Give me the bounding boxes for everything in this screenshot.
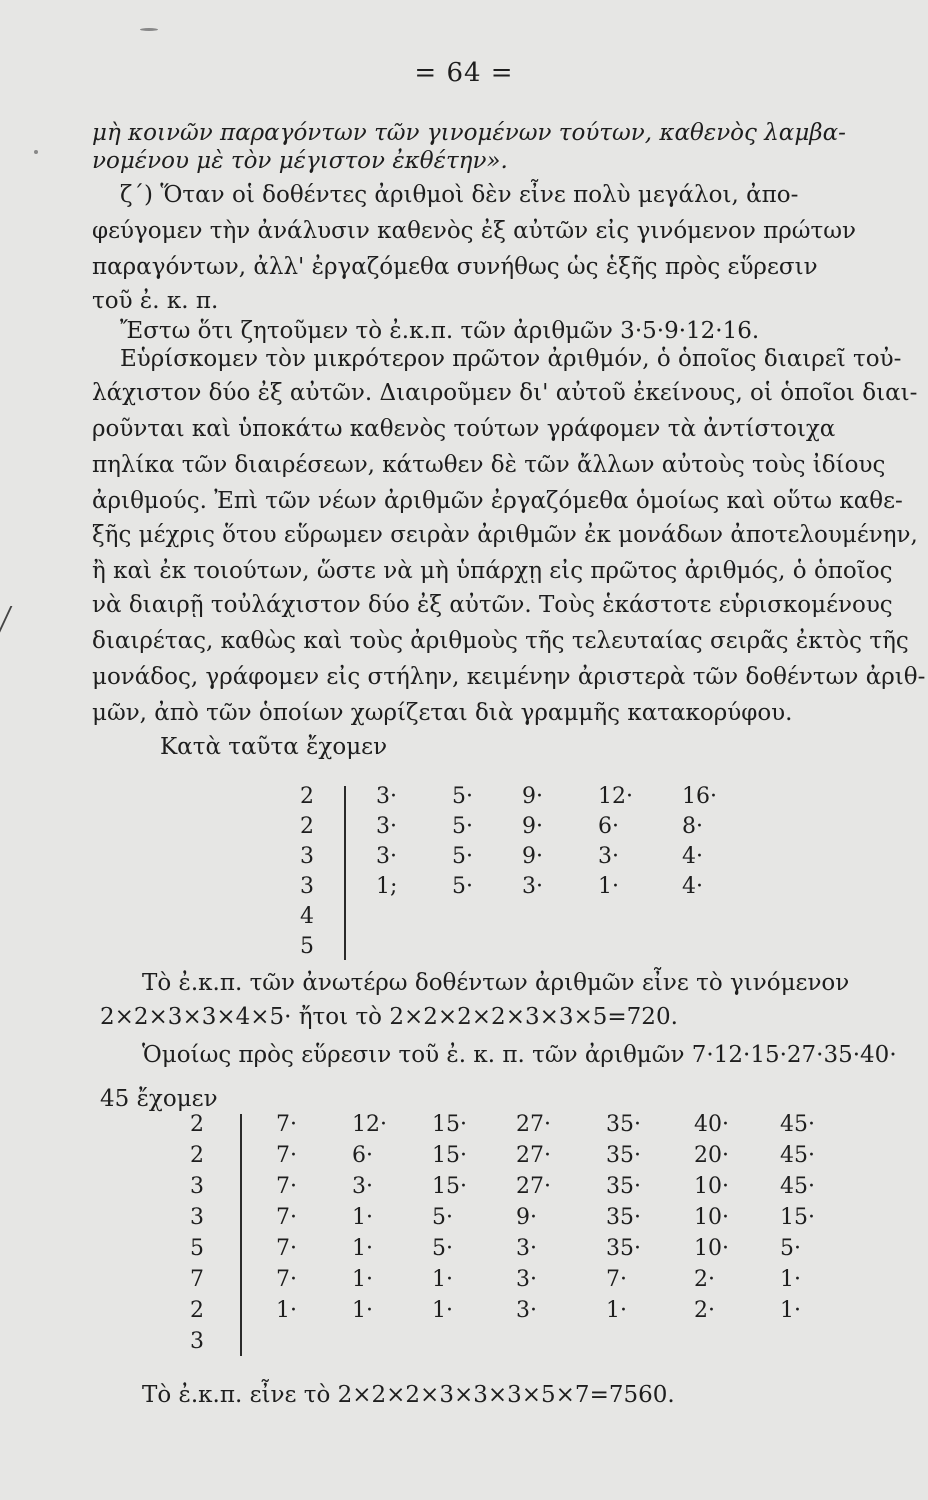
table-cell: 10· bbox=[694, 1236, 729, 1261]
table-cell: 1· bbox=[606, 1298, 627, 1323]
table-cell: 7· bbox=[276, 1236, 297, 1261]
table-cell: 15· bbox=[432, 1143, 467, 1168]
text-line: μονάδος, γράφομεν εἰς στήλην, κειμένην ἀριστερὰ τῶν δοθέντων ἀριθ- bbox=[92, 664, 926, 690]
table-cell: 1· bbox=[780, 1298, 801, 1323]
table-cell: 10· bbox=[694, 1174, 729, 1199]
table-cell: 7· bbox=[276, 1174, 297, 1199]
table-cell: 45· bbox=[780, 1143, 815, 1168]
table-cell: 5· bbox=[452, 844, 473, 869]
table-cell: 7· bbox=[276, 1143, 297, 1168]
text-line: νομένου μὲ τὸν μέγιστον ἐκθέτην». bbox=[92, 148, 508, 174]
table-cell: 1· bbox=[276, 1298, 297, 1323]
table-cell: 7· bbox=[276, 1267, 297, 1292]
table-cell: 20· bbox=[694, 1143, 729, 1168]
table-cell: 27· bbox=[516, 1112, 551, 1137]
table-cell: 3· bbox=[352, 1174, 373, 1199]
text-line: ἀριθμούς. Ἐπὶ τῶν νέων ἀριθμῶν ἐργαζόμεθα ὁμοίως καὶ οὕτω καθε- bbox=[92, 488, 903, 514]
divisor-cell: 3 bbox=[190, 1174, 204, 1199]
margin-pencil-mark bbox=[0, 606, 26, 642]
table-cell: 9· bbox=[522, 784, 543, 809]
table-cell: 9· bbox=[516, 1205, 537, 1230]
table-cell: 7· bbox=[276, 1205, 297, 1230]
table-cell: 1· bbox=[432, 1267, 453, 1292]
table-cell: 3· bbox=[376, 784, 397, 809]
divisor-cell: 7 bbox=[190, 1267, 204, 1292]
text-line: λάχιστον δύο ἐξ αὐτῶν. Διαιροῦμεν δι' αὐτοῦ ἐκείνους, οἱ ὁποῖοι διαι- bbox=[92, 380, 918, 406]
table-cell: 7· bbox=[606, 1267, 627, 1292]
divisor-cell: 4 bbox=[300, 904, 314, 929]
text-line: ζ΄) Ὅταν οἱ δοθέντες ἀριθμοὶ δὲν εἶνε πολὺ μεγάλοι, ἀπο- bbox=[120, 182, 799, 208]
text-line: Τὸ ἐ.κ.π. τῶν ἀνωτέρω δοθέντων ἀριθμῶν εἶνε τὸ γινόμενον bbox=[142, 970, 850, 996]
text-line: διαιρέτας, καθὼς καὶ τοὺς ἀριθμοὺς τῆς τελευταίας σειρᾶς ἐκτὸς τῆς bbox=[92, 628, 909, 654]
text-line: Ἔστω ὅτι ζητοῦμεν τὸ ἐ.κ.π. τῶν ἀριθμῶν 3·5·9·12·16. bbox=[120, 318, 760, 344]
text-line: ροῦνται καὶ ὑποκάτω καθενὸς τούτων γράφομεν τὰ ἀντίστοιχα bbox=[92, 416, 836, 442]
table-cell: 45· bbox=[780, 1174, 815, 1199]
table-cell: 3· bbox=[516, 1298, 537, 1323]
divisor-cell: 3 bbox=[190, 1205, 204, 1230]
text-line: ἢ καὶ ἐκ τοιούτων, ὥστε νὰ μὴ ὑπάρχῃ εἰς πρῶτος ἀριθμός, ὁ ὁποῖος bbox=[92, 558, 893, 584]
table-cell: 2· bbox=[694, 1298, 715, 1323]
table-cell: 5· bbox=[452, 814, 473, 839]
division-vertical-rule bbox=[344, 786, 346, 960]
divisor-cell: 3 bbox=[300, 844, 314, 869]
divisor-cell: 2 bbox=[190, 1298, 204, 1323]
table-cell: 5· bbox=[452, 874, 473, 899]
table-cell: 3· bbox=[598, 844, 619, 869]
table-cell: 3· bbox=[376, 814, 397, 839]
page-number: = 64 = bbox=[414, 58, 514, 88]
table-cell: 6· bbox=[598, 814, 619, 839]
table-cell: 12· bbox=[598, 784, 633, 809]
divisor-cell: 3 bbox=[300, 874, 314, 899]
table-cell: 1· bbox=[352, 1298, 373, 1323]
divisor-cell: 2 bbox=[300, 784, 314, 809]
table-cell: 5· bbox=[432, 1205, 453, 1230]
text-line: ξῆς μέχρις ὅτου εὕρωμεν σειρὰν ἀριθμῶν ἐκ μονάδων ἀποτελουμένην, bbox=[92, 522, 918, 548]
table-cell: 1· bbox=[352, 1267, 373, 1292]
table-cell: 9· bbox=[522, 844, 543, 869]
table-cell: 15· bbox=[432, 1174, 467, 1199]
text-line: Εὑρίσκομεν τὸν μικρότερον πρῶτον ἀριθμόν, ὁ ὁποῖος διαιρεῖ τοὐ- bbox=[120, 346, 902, 372]
table-cell: 45· bbox=[780, 1112, 815, 1137]
text-line: Κατὰ ταῦτα ἔχομεν bbox=[160, 734, 388, 760]
table-cell: 4· bbox=[682, 844, 703, 869]
table-cell: 35· bbox=[606, 1205, 641, 1230]
table-cell: 1; bbox=[376, 874, 398, 899]
text-line: παραγόντων, ἀλλ' ἐργαζόμεθα συνήθως ὡς ἑξῆς πρὸς εὕρεσιν bbox=[92, 254, 818, 280]
table-cell: 15· bbox=[780, 1205, 815, 1230]
text-line: τοῦ ἐ. κ. π. bbox=[92, 288, 219, 314]
table-cell: 8· bbox=[682, 814, 703, 839]
table-cell: 7· bbox=[276, 1112, 297, 1137]
table-cell: 35· bbox=[606, 1236, 641, 1261]
table-cell: 40· bbox=[694, 1112, 729, 1137]
table-cell: 4· bbox=[682, 874, 703, 899]
text-line: πηλίκα τῶν διαιρέσεων, κάτωθεν δὲ τῶν ἄλλων αὐτοὺς τοὺς ἰδίους bbox=[92, 452, 886, 478]
table-cell: 35· bbox=[606, 1112, 641, 1137]
divisor-cell: 2 bbox=[190, 1112, 204, 1137]
table-cell: 1· bbox=[352, 1236, 373, 1261]
table-cell: 16· bbox=[682, 784, 717, 809]
table-cell: 3· bbox=[516, 1267, 537, 1292]
table-cell: 15· bbox=[432, 1112, 467, 1137]
text-line: μῶν, ἀπὸ τῶν ὁποίων χωρίζεται διὰ γραμμῆς κατακορύφου. bbox=[92, 700, 793, 726]
table-cell: 5· bbox=[780, 1236, 801, 1261]
text-line: νὰ διαιρῇ τοὐλάχιστον δύο ἐξ αὐτῶν. Τοὺς ἑκάστοτε εὑρισκομένους bbox=[92, 592, 893, 618]
table-cell: 35· bbox=[606, 1174, 641, 1199]
text-line: Ὁμοίως πρὸς εὕρεσιν τοῦ ἐ. κ. π. τῶν ἀριθμῶν 7·12·15·27·35·40· bbox=[142, 1042, 897, 1068]
table-cell: 1· bbox=[780, 1267, 801, 1292]
table-cell: 1· bbox=[432, 1298, 453, 1323]
division-vertical-rule bbox=[240, 1114, 242, 1356]
table-cell: 3· bbox=[522, 874, 543, 899]
divisor-cell: 5 bbox=[190, 1236, 204, 1261]
table-cell: 5· bbox=[452, 784, 473, 809]
final-result-line: Τὸ ἐ.κ.π. εἶνε τὸ 2×2×2×3×3×3×5×7=7560. bbox=[142, 1382, 675, 1408]
table-cell: 27· bbox=[516, 1143, 551, 1168]
text-line: μὴ κοινῶν παραγόντων τῶν γινομένων τούτων, καθενὸς λαμβα- bbox=[92, 120, 846, 146]
divisor-cell: 5 bbox=[300, 934, 314, 959]
table-cell: 6· bbox=[352, 1143, 373, 1168]
divisor-cell: 3 bbox=[190, 1329, 204, 1354]
table-cell: 9· bbox=[522, 814, 543, 839]
text-line: 2×2×3×3×4×5· ἤτοι τὸ 2×2×2×2×3×3×5=720. bbox=[100, 1004, 678, 1030]
table-cell: 3· bbox=[376, 844, 397, 869]
paper-speck bbox=[140, 28, 158, 31]
divisor-cell: 2 bbox=[190, 1143, 204, 1168]
table-cell: 1· bbox=[598, 874, 619, 899]
text-line: 45 ἔχομεν bbox=[100, 1086, 218, 1112]
table-cell: 35· bbox=[606, 1143, 641, 1168]
table-cell: 27· bbox=[516, 1174, 551, 1199]
table-cell: 2· bbox=[694, 1267, 715, 1292]
table-cell: 10· bbox=[694, 1205, 729, 1230]
text-line: φεύγομεν τὴν ἀνάλυσιν καθενὸς ἐξ αὐτῶν εἰς γινόμενον πρώτων bbox=[92, 218, 857, 244]
table-cell: 1· bbox=[352, 1205, 373, 1230]
table-cell: 12· bbox=[352, 1112, 387, 1137]
table-cell: 5· bbox=[432, 1236, 453, 1261]
divisor-cell: 2 bbox=[300, 814, 314, 839]
table-cell: 3· bbox=[516, 1236, 537, 1261]
paper-speck bbox=[34, 150, 38, 154]
